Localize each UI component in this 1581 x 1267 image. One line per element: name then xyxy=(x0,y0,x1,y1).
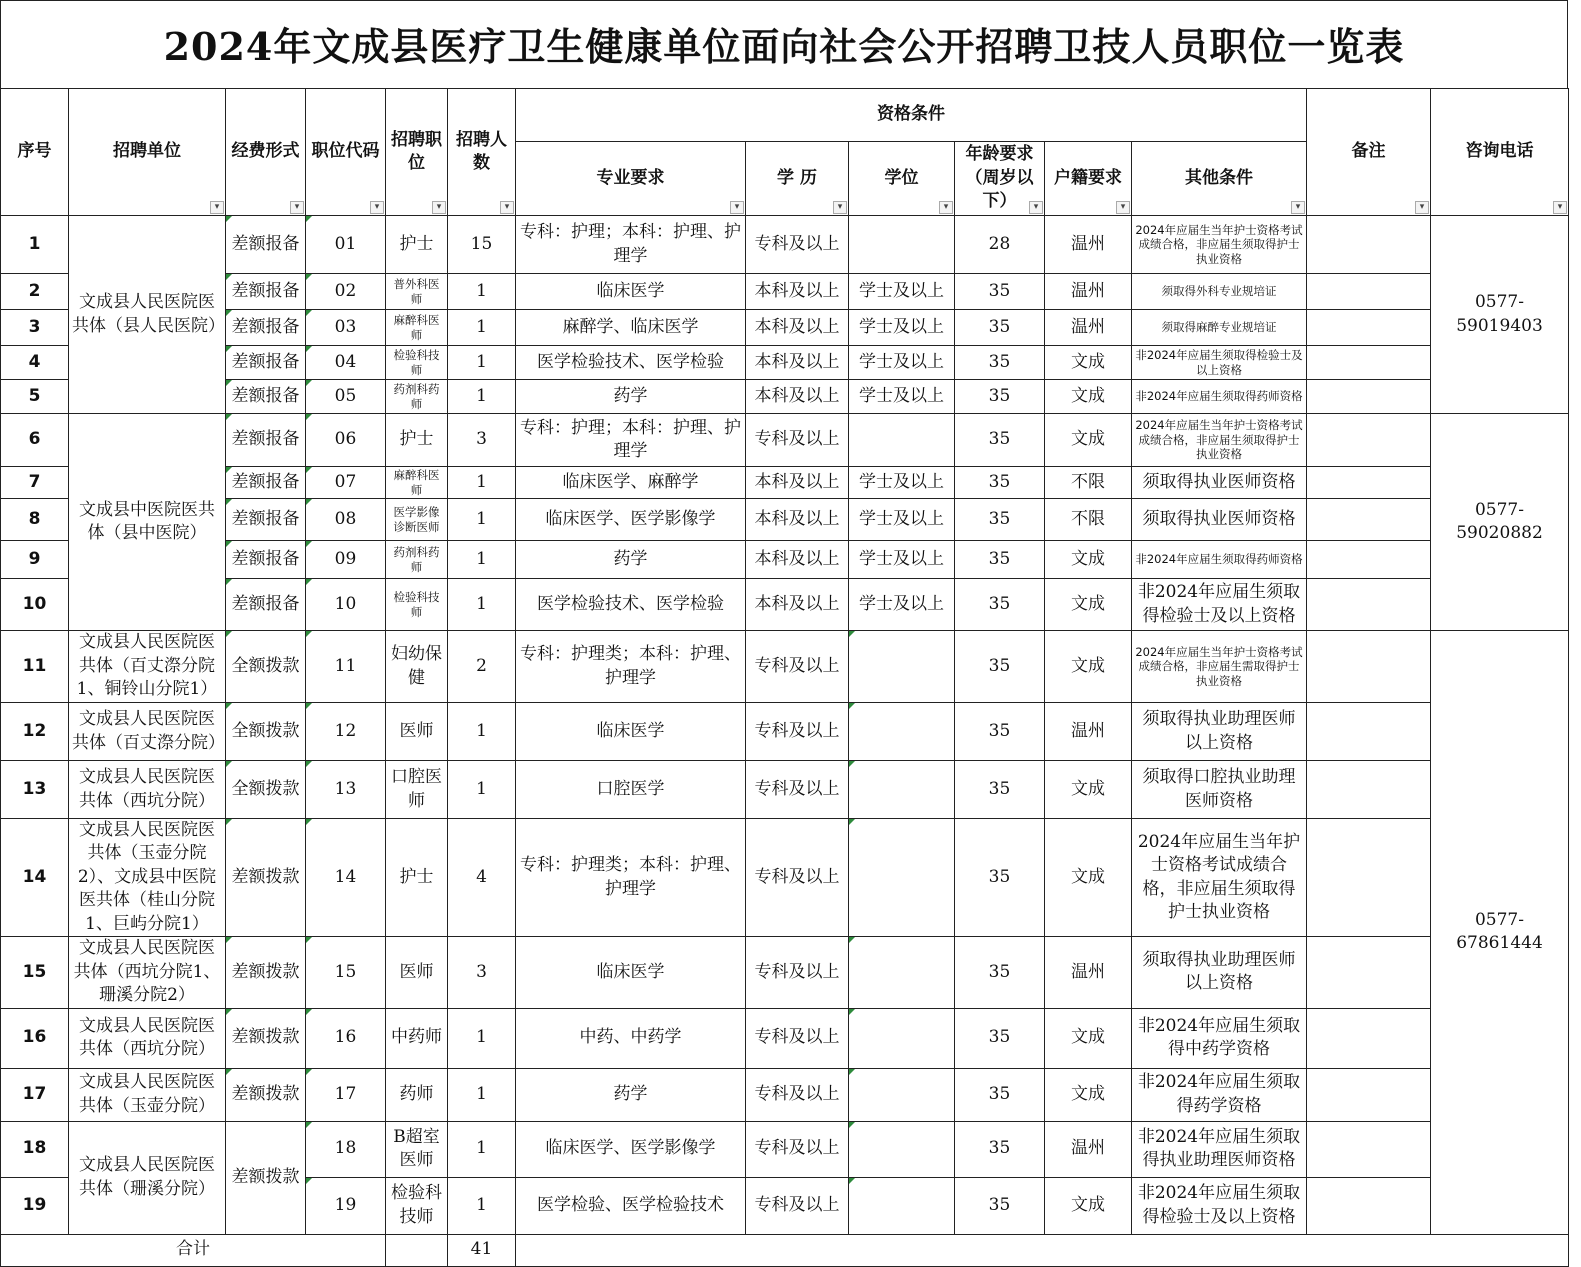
cell-remarks xyxy=(1307,541,1431,579)
cell-seq: 1 xyxy=(1,216,69,274)
cell-unit: 文成县人民医院医共体（玉壶分院2）、文成县中医院医共体（桂山分院1、巨屿分院1） xyxy=(69,819,226,937)
table-row xyxy=(1,1068,1569,1121)
cell-education: 专科及以上 xyxy=(746,761,849,819)
cell-funding: 差额报备 xyxy=(226,380,306,414)
cell-seq: 16 xyxy=(1,1008,69,1068)
cell-other: 须取得执业助理医师以上资格 xyxy=(1132,703,1307,761)
table-row xyxy=(1,216,1569,274)
cell-age: 35 xyxy=(955,819,1045,937)
header-degree: 学位 ▾ xyxy=(849,142,955,216)
cell-phone: 0577-67861444 xyxy=(1431,631,1569,1235)
cell-position: 护士 xyxy=(386,414,448,467)
cell-phone: 0577-59020882 xyxy=(1431,414,1569,631)
cell-seq: 13 xyxy=(1,761,69,819)
cell-education: 专科及以上 xyxy=(746,1177,849,1234)
cell-count: 1 xyxy=(448,467,516,499)
cell-hukou: 温州 xyxy=(1045,1121,1132,1177)
cell-seq: 3 xyxy=(1,310,69,346)
table-row xyxy=(1,414,1569,467)
cell-count: 1 xyxy=(448,1068,516,1121)
cell-education: 本科及以上 xyxy=(746,346,849,380)
cell-count: 1 xyxy=(448,761,516,819)
cell-funding: 差额拨款 xyxy=(226,1121,306,1234)
cell-code: 01 xyxy=(306,216,386,274)
cell-age: 28 xyxy=(955,216,1045,274)
cell-funding: 差额报备 xyxy=(226,579,306,631)
cell-code: 19 xyxy=(306,1177,386,1234)
filter-dropdown-icon[interactable] xyxy=(939,201,953,214)
header-major: 专业要求 ▾ xyxy=(516,142,746,216)
cell-seq: 10 xyxy=(1,579,69,631)
cell-education: 本科及以上 xyxy=(746,310,849,346)
cell-other: 须取得执业助理医师以上资格 xyxy=(1132,937,1307,1008)
cell-code: 07 xyxy=(306,467,386,499)
cell-remarks xyxy=(1307,761,1431,819)
cell-other: 2024年应届生当年护士资格考试成绩合格，非应届生须取得护士执业资格 xyxy=(1132,216,1307,274)
cell-degree xyxy=(849,819,955,937)
cell-position: 医学影像诊断医师 xyxy=(386,499,448,541)
cell-major: 专科：护理；本科：护理、护理学 xyxy=(516,216,746,274)
cell-position: 护士 xyxy=(386,819,448,937)
cell-major: 药学 xyxy=(516,541,746,579)
cell-other: 2024年应届生当年护士资格考试成绩合格，非应届生需取得护士执业资格 xyxy=(1132,631,1307,703)
cell-major: 专科：护理类；本科：护理、护理学 xyxy=(516,819,746,937)
cell-seq: 15 xyxy=(1,937,69,1008)
cell-unit: 文成县人民医院医共体（百丈漈分院1、铜铃山分院1） xyxy=(69,631,226,703)
cell-education: 本科及以上 xyxy=(746,541,849,579)
cell-age: 35 xyxy=(955,579,1045,631)
cell-hukou: 文成 xyxy=(1045,541,1132,579)
cell-seq: 2 xyxy=(1,274,69,310)
cell-other: 非2024年应届生须取得中药学资格 xyxy=(1132,1008,1307,1068)
cell-count: 1 xyxy=(448,1177,516,1234)
cell-funding: 差额报备 xyxy=(226,467,306,499)
cell-remarks xyxy=(1307,414,1431,467)
cell-seq: 11 xyxy=(1,631,69,703)
cell-funding: 全额拨款 xyxy=(226,631,306,703)
cell-hukou: 温州 xyxy=(1045,216,1132,274)
cell-remarks xyxy=(1307,937,1431,1008)
cell-education: 本科及以上 xyxy=(746,467,849,499)
cell-degree xyxy=(849,1121,955,1177)
cell-education: 本科及以上 xyxy=(746,499,849,541)
cell-funding: 差额报备 xyxy=(226,346,306,380)
cell-code: 17 xyxy=(306,1068,386,1121)
cell-hukou: 温州 xyxy=(1045,937,1132,1008)
cell-position: B超室医师 xyxy=(386,1121,448,1177)
cell-education: 本科及以上 xyxy=(746,579,849,631)
cell-count: 1 xyxy=(448,274,516,310)
cell-education: 专科及以上 xyxy=(746,819,849,937)
cell-other: 2024年应届生当年护士资格考试成绩合格，非应届生须取得护士执业资格 xyxy=(1132,819,1307,937)
header-age: 年龄要求（周岁以下） ▾ xyxy=(955,142,1045,216)
cell-position: 药剂科药师 xyxy=(386,380,448,414)
cell-funding: 差额报备 xyxy=(226,216,306,274)
cell-degree xyxy=(849,761,955,819)
cell-count: 1 xyxy=(448,499,516,541)
cell-remarks xyxy=(1307,346,1431,380)
cell-major: 临床医学 xyxy=(516,703,746,761)
cell-remarks xyxy=(1307,703,1431,761)
cell-count: 3 xyxy=(448,937,516,1008)
cell-other: 须取得口腔执业助理医师资格 xyxy=(1132,761,1307,819)
cell-major: 中药、中药学 xyxy=(516,1008,746,1068)
cell-degree: 学士及以上 xyxy=(849,380,955,414)
cell-degree: 学士及以上 xyxy=(849,310,955,346)
cell-count: 1 xyxy=(448,579,516,631)
cell-seq: 9 xyxy=(1,541,69,579)
filter-dropdown-icon[interactable] xyxy=(1116,201,1130,214)
cell-other: 须取得执业医师资格 xyxy=(1132,467,1307,499)
table-row xyxy=(1,579,1569,631)
cell-position: 药剂科药师 xyxy=(386,541,448,579)
cell-funding: 差额报备 xyxy=(226,310,306,346)
cell-code: 18 xyxy=(306,1121,386,1177)
filter-dropdown-icon[interactable] xyxy=(1415,201,1429,214)
cell-other: 须取得执业医师资格 xyxy=(1132,499,1307,541)
cell-funding: 差额拨款 xyxy=(226,819,306,937)
cell-remarks xyxy=(1307,1068,1431,1121)
cell-remarks xyxy=(1307,499,1431,541)
cell-major: 药学 xyxy=(516,1068,746,1121)
cell-major: 专科：护理；本科：护理、护理学 xyxy=(516,414,746,467)
cell-count: 1 xyxy=(448,310,516,346)
cell-major: 口腔医学 xyxy=(516,761,746,819)
cell-position: 麻醉科医师 xyxy=(386,467,448,499)
cell-hukou: 文成 xyxy=(1045,1068,1132,1121)
cell-seq: 12 xyxy=(1,703,69,761)
filter-dropdown-icon[interactable] xyxy=(210,201,224,214)
header-remarks: 备注 ▾ xyxy=(1307,89,1431,216)
filter-dropdown-icon[interactable] xyxy=(833,201,847,214)
cell-count: 1 xyxy=(448,1008,516,1068)
cell-unit: 文成县中医院医共体（县中医院） xyxy=(69,414,226,631)
filter-dropdown-icon[interactable] xyxy=(290,201,304,214)
cell-count: 1 xyxy=(448,380,516,414)
table-row xyxy=(1,937,1569,1008)
cell-major: 临床医学 xyxy=(516,274,746,310)
total-empty-cell xyxy=(386,1234,448,1266)
cell-funding: 差额拨款 xyxy=(226,1068,306,1121)
cell-unit: 文成县人民医院医共体（西坑分院） xyxy=(69,1008,226,1068)
cell-code: 06 xyxy=(306,414,386,467)
filter-dropdown-icon[interactable] xyxy=(370,201,384,214)
cell-position: 中药师 xyxy=(386,1008,448,1068)
cell-funding: 差额报备 xyxy=(226,274,306,310)
cell-other: 非2024年应届生须取得执业助理医师资格 xyxy=(1132,1121,1307,1177)
cell-degree xyxy=(849,937,955,1008)
table-row xyxy=(1,703,1569,761)
cell-hukou: 文成 xyxy=(1045,414,1132,467)
cell-hukou: 文成 xyxy=(1045,819,1132,937)
cell-code: 08 xyxy=(306,499,386,541)
cell-hukou: 文成 xyxy=(1045,579,1132,631)
filter-dropdown-icon[interactable] xyxy=(730,201,744,214)
cell-degree: 学士及以上 xyxy=(849,346,955,380)
header-code: 职位代码 ▾ xyxy=(306,89,386,216)
cell-other: 非2024年应届生须取得药学资格 xyxy=(1132,1068,1307,1121)
total-blank-area xyxy=(516,1234,1569,1266)
cell-major: 药学 xyxy=(516,380,746,414)
cell-degree: 学士及以上 xyxy=(849,541,955,579)
cell-remarks xyxy=(1307,274,1431,310)
cell-count: 1 xyxy=(448,541,516,579)
cell-remarks xyxy=(1307,1177,1431,1234)
table-row xyxy=(1,310,1569,346)
table-row xyxy=(1,346,1569,380)
cell-seq: 7 xyxy=(1,467,69,499)
cell-count: 15 xyxy=(448,216,516,274)
cell-code: 14 xyxy=(306,819,386,937)
cell-position: 医师 xyxy=(386,703,448,761)
cell-major: 临床医学、医学影像学 xyxy=(516,1121,746,1177)
cell-age: 35 xyxy=(955,499,1045,541)
cell-funding: 差额报备 xyxy=(226,541,306,579)
header-phone: 咨询电话 ▾ xyxy=(1431,89,1569,216)
cell-code: 16 xyxy=(306,1008,386,1068)
cell-seq: 17 xyxy=(1,1068,69,1121)
cell-unit: 文成县人民医院医共体（百丈漈分院） xyxy=(69,703,226,761)
cell-code: 04 xyxy=(306,346,386,380)
cell-position: 药师 xyxy=(386,1068,448,1121)
cell-code: 03 xyxy=(306,310,386,346)
cell-count: 3 xyxy=(448,414,516,467)
cell-position: 妇幼保健 xyxy=(386,631,448,703)
cell-count: 2 xyxy=(448,631,516,703)
cell-code: 09 xyxy=(306,541,386,579)
cell-major: 医学检验技术、医学检验 xyxy=(516,579,746,631)
table-row xyxy=(1,499,1569,541)
filter-dropdown-icon[interactable] xyxy=(432,201,446,214)
cell-position: 医师 xyxy=(386,937,448,1008)
cell-seq: 6 xyxy=(1,414,69,467)
cell-code: 02 xyxy=(306,274,386,310)
cell-remarks xyxy=(1307,310,1431,346)
cell-age: 35 xyxy=(955,631,1045,703)
cell-age: 35 xyxy=(955,467,1045,499)
cell-major: 医学检验技术、医学检验 xyxy=(516,346,746,380)
cell-education: 专科及以上 xyxy=(746,414,849,467)
header-qualifications: 资格条件 xyxy=(516,89,1307,142)
cell-other: 非2024年应届生须取得检验士及以上资格 xyxy=(1132,1177,1307,1234)
cell-code: 11 xyxy=(306,631,386,703)
table-row xyxy=(1,1008,1569,1068)
header-position: 招聘职位 ▾ xyxy=(386,89,448,216)
cell-other: 2024年应届生当年护士资格考试成绩合格，非应届生须取得护士执业资格 xyxy=(1132,414,1307,467)
cell-code: 15 xyxy=(306,937,386,1008)
cell-funding: 全额拨款 xyxy=(226,761,306,819)
cell-other: 非2024年应届生须取得药师资格 xyxy=(1132,380,1307,414)
cell-degree xyxy=(849,216,955,274)
table-row xyxy=(1,631,1569,703)
total-label: 合计 xyxy=(1,1234,386,1266)
cell-age: 35 xyxy=(955,541,1045,579)
cell-hukou: 文成 xyxy=(1045,761,1132,819)
table-row xyxy=(1,541,1569,579)
cell-major: 临床医学 xyxy=(516,937,746,1008)
cell-funding: 全额拨款 xyxy=(226,703,306,761)
header-education: 学 历 ▾ xyxy=(746,142,849,216)
filter-dropdown-icon[interactable] xyxy=(1291,201,1305,214)
cell-education: 本科及以上 xyxy=(746,380,849,414)
cell-age: 35 xyxy=(955,380,1045,414)
cell-hukou: 温州 xyxy=(1045,703,1132,761)
total-row xyxy=(1,1234,1569,1266)
table-row xyxy=(1,819,1569,937)
cell-phone: 0577-59019403 xyxy=(1431,216,1569,414)
cell-major: 麻醉学、临床医学 xyxy=(516,310,746,346)
cell-age: 35 xyxy=(955,761,1045,819)
table-row xyxy=(1,380,1569,414)
cell-degree: 学士及以上 xyxy=(849,579,955,631)
cell-count: 1 xyxy=(448,346,516,380)
cell-age: 35 xyxy=(955,1121,1045,1177)
cell-other: 须取得麻醉专业规培证 xyxy=(1132,310,1307,346)
cell-major: 专科：护理类；本科：护理、护理学 xyxy=(516,631,746,703)
header-hukou: 户籍要求 ▾ xyxy=(1045,142,1132,216)
header-funding: 经费形式 ▾ xyxy=(226,89,306,216)
cell-unit: 文成县人民医院医共体（玉壶分院） xyxy=(69,1068,226,1121)
cell-seq: 18 xyxy=(1,1121,69,1177)
page-title: 2024年文成县医疗卫生健康单位面向社会公开招聘卫技人员职位一览表 xyxy=(0,0,1568,88)
cell-degree xyxy=(849,414,955,467)
cell-position: 麻醉科医师 xyxy=(386,310,448,346)
cell-age: 35 xyxy=(955,937,1045,1008)
table-row xyxy=(1,274,1569,310)
cell-position: 检验科技师 xyxy=(386,346,448,380)
cell-other: 须取得外科专业规培证 xyxy=(1132,274,1307,310)
cell-remarks xyxy=(1307,467,1431,499)
cell-hukou: 温州 xyxy=(1045,310,1132,346)
cell-education: 专科及以上 xyxy=(746,216,849,274)
cell-degree: 学士及以上 xyxy=(849,274,955,310)
cell-hukou: 温州 xyxy=(1045,274,1132,310)
cell-education: 本科及以上 xyxy=(746,274,849,310)
cell-degree xyxy=(849,703,955,761)
cell-count: 4 xyxy=(448,819,516,937)
cell-funding: 差额报备 xyxy=(226,414,306,467)
cell-hukou: 不限 xyxy=(1045,467,1132,499)
cell-other: 非2024年应届生须取得检验士及以上资格 xyxy=(1132,579,1307,631)
cell-remarks xyxy=(1307,1121,1431,1177)
cell-seq: 5 xyxy=(1,380,69,414)
table-row xyxy=(1,467,1569,499)
header-other: 其他条件 ▾ xyxy=(1132,142,1307,216)
cell-code: 12 xyxy=(306,703,386,761)
header-count: 招聘人数 ▾ xyxy=(448,89,516,216)
cell-remarks xyxy=(1307,380,1431,414)
cell-hukou: 不限 xyxy=(1045,499,1132,541)
cell-funding: 差额拨款 xyxy=(226,1008,306,1068)
cell-funding: 差额报备 xyxy=(226,499,306,541)
cell-age: 35 xyxy=(955,310,1045,346)
cell-code: 05 xyxy=(306,380,386,414)
cell-seq: 19 xyxy=(1,1177,69,1234)
cell-degree xyxy=(849,1177,955,1234)
cell-degree xyxy=(849,1008,955,1068)
cell-degree: 学士及以上 xyxy=(849,467,955,499)
cell-age: 35 xyxy=(955,414,1045,467)
positions-table xyxy=(0,88,1569,1267)
cell-major: 临床医学、医学影像学 xyxy=(516,499,746,541)
cell-education: 专科及以上 xyxy=(746,1008,849,1068)
cell-position: 护士 xyxy=(386,216,448,274)
cell-unit: 文成县人民医院医共体（西坑分院） xyxy=(69,761,226,819)
cell-hukou: 文成 xyxy=(1045,346,1132,380)
cell-hukou: 文成 xyxy=(1045,380,1132,414)
cell-age: 35 xyxy=(955,703,1045,761)
cell-code: 10 xyxy=(306,579,386,631)
cell-unit: 文成县人民医院医共体（县人民医院） xyxy=(69,216,226,414)
cell-seq: 8 xyxy=(1,499,69,541)
cell-code: 13 xyxy=(306,761,386,819)
cell-major: 医学检验、医学检验技术 xyxy=(516,1177,746,1234)
cell-seq: 14 xyxy=(1,819,69,937)
filter-dropdown-icon[interactable] xyxy=(1029,201,1043,214)
cell-hukou: 文成 xyxy=(1045,1008,1132,1068)
cell-remarks xyxy=(1307,1008,1431,1068)
filter-dropdown-icon[interactable] xyxy=(1553,201,1567,214)
table-row xyxy=(1,761,1569,819)
cell-age: 35 xyxy=(955,274,1045,310)
cell-education: 专科及以上 xyxy=(746,631,849,703)
cell-education: 专科及以上 xyxy=(746,703,849,761)
cell-count: 1 xyxy=(448,1121,516,1177)
cell-position: 普外科医师 xyxy=(386,274,448,310)
cell-age: 35 xyxy=(955,346,1045,380)
cell-remarks xyxy=(1307,579,1431,631)
cell-age: 35 xyxy=(955,1177,1045,1234)
header-unit: 招聘单位 ▾ xyxy=(69,89,226,216)
cell-other: 非2024年应届生须取得药师资格 xyxy=(1132,541,1307,579)
table-row xyxy=(1,1121,1569,1177)
cell-major: 临床医学、麻醉学 xyxy=(516,467,746,499)
header-seq: 序号 xyxy=(1,89,69,216)
total-count: 41 xyxy=(448,1234,516,1266)
cell-position: 检验科技师 xyxy=(386,579,448,631)
cell-position: 检验科技师 xyxy=(386,1177,448,1234)
cell-degree xyxy=(849,631,955,703)
cell-age: 35 xyxy=(955,1008,1045,1068)
cell-hukou: 文成 xyxy=(1045,631,1132,703)
header-row-1 xyxy=(1,89,1569,142)
cell-remarks xyxy=(1307,631,1431,703)
cell-position: 口腔医师 xyxy=(386,761,448,819)
cell-count: 1 xyxy=(448,703,516,761)
cell-age: 35 xyxy=(955,1068,1045,1121)
cell-education: 专科及以上 xyxy=(746,937,849,1008)
cell-degree: 学士及以上 xyxy=(849,499,955,541)
cell-education: 专科及以上 xyxy=(746,1121,849,1177)
cell-unit: 文成县人民医院医共体（西坑分院1、珊溪分院2） xyxy=(69,937,226,1008)
cell-seq: 4 xyxy=(1,346,69,380)
cell-remarks xyxy=(1307,819,1431,937)
cell-remarks xyxy=(1307,216,1431,274)
cell-other: 非2024年应届生须取得检验士及以上资格 xyxy=(1132,346,1307,380)
cell-unit: 文成县人民医院医共体（珊溪分院） xyxy=(69,1121,226,1234)
cell-degree xyxy=(849,1068,955,1121)
cell-hukou: 文成 xyxy=(1045,1177,1132,1234)
filter-dropdown-icon[interactable] xyxy=(500,201,514,214)
cell-education: 专科及以上 xyxy=(746,1068,849,1121)
cell-funding: 差额拨款 xyxy=(226,937,306,1008)
